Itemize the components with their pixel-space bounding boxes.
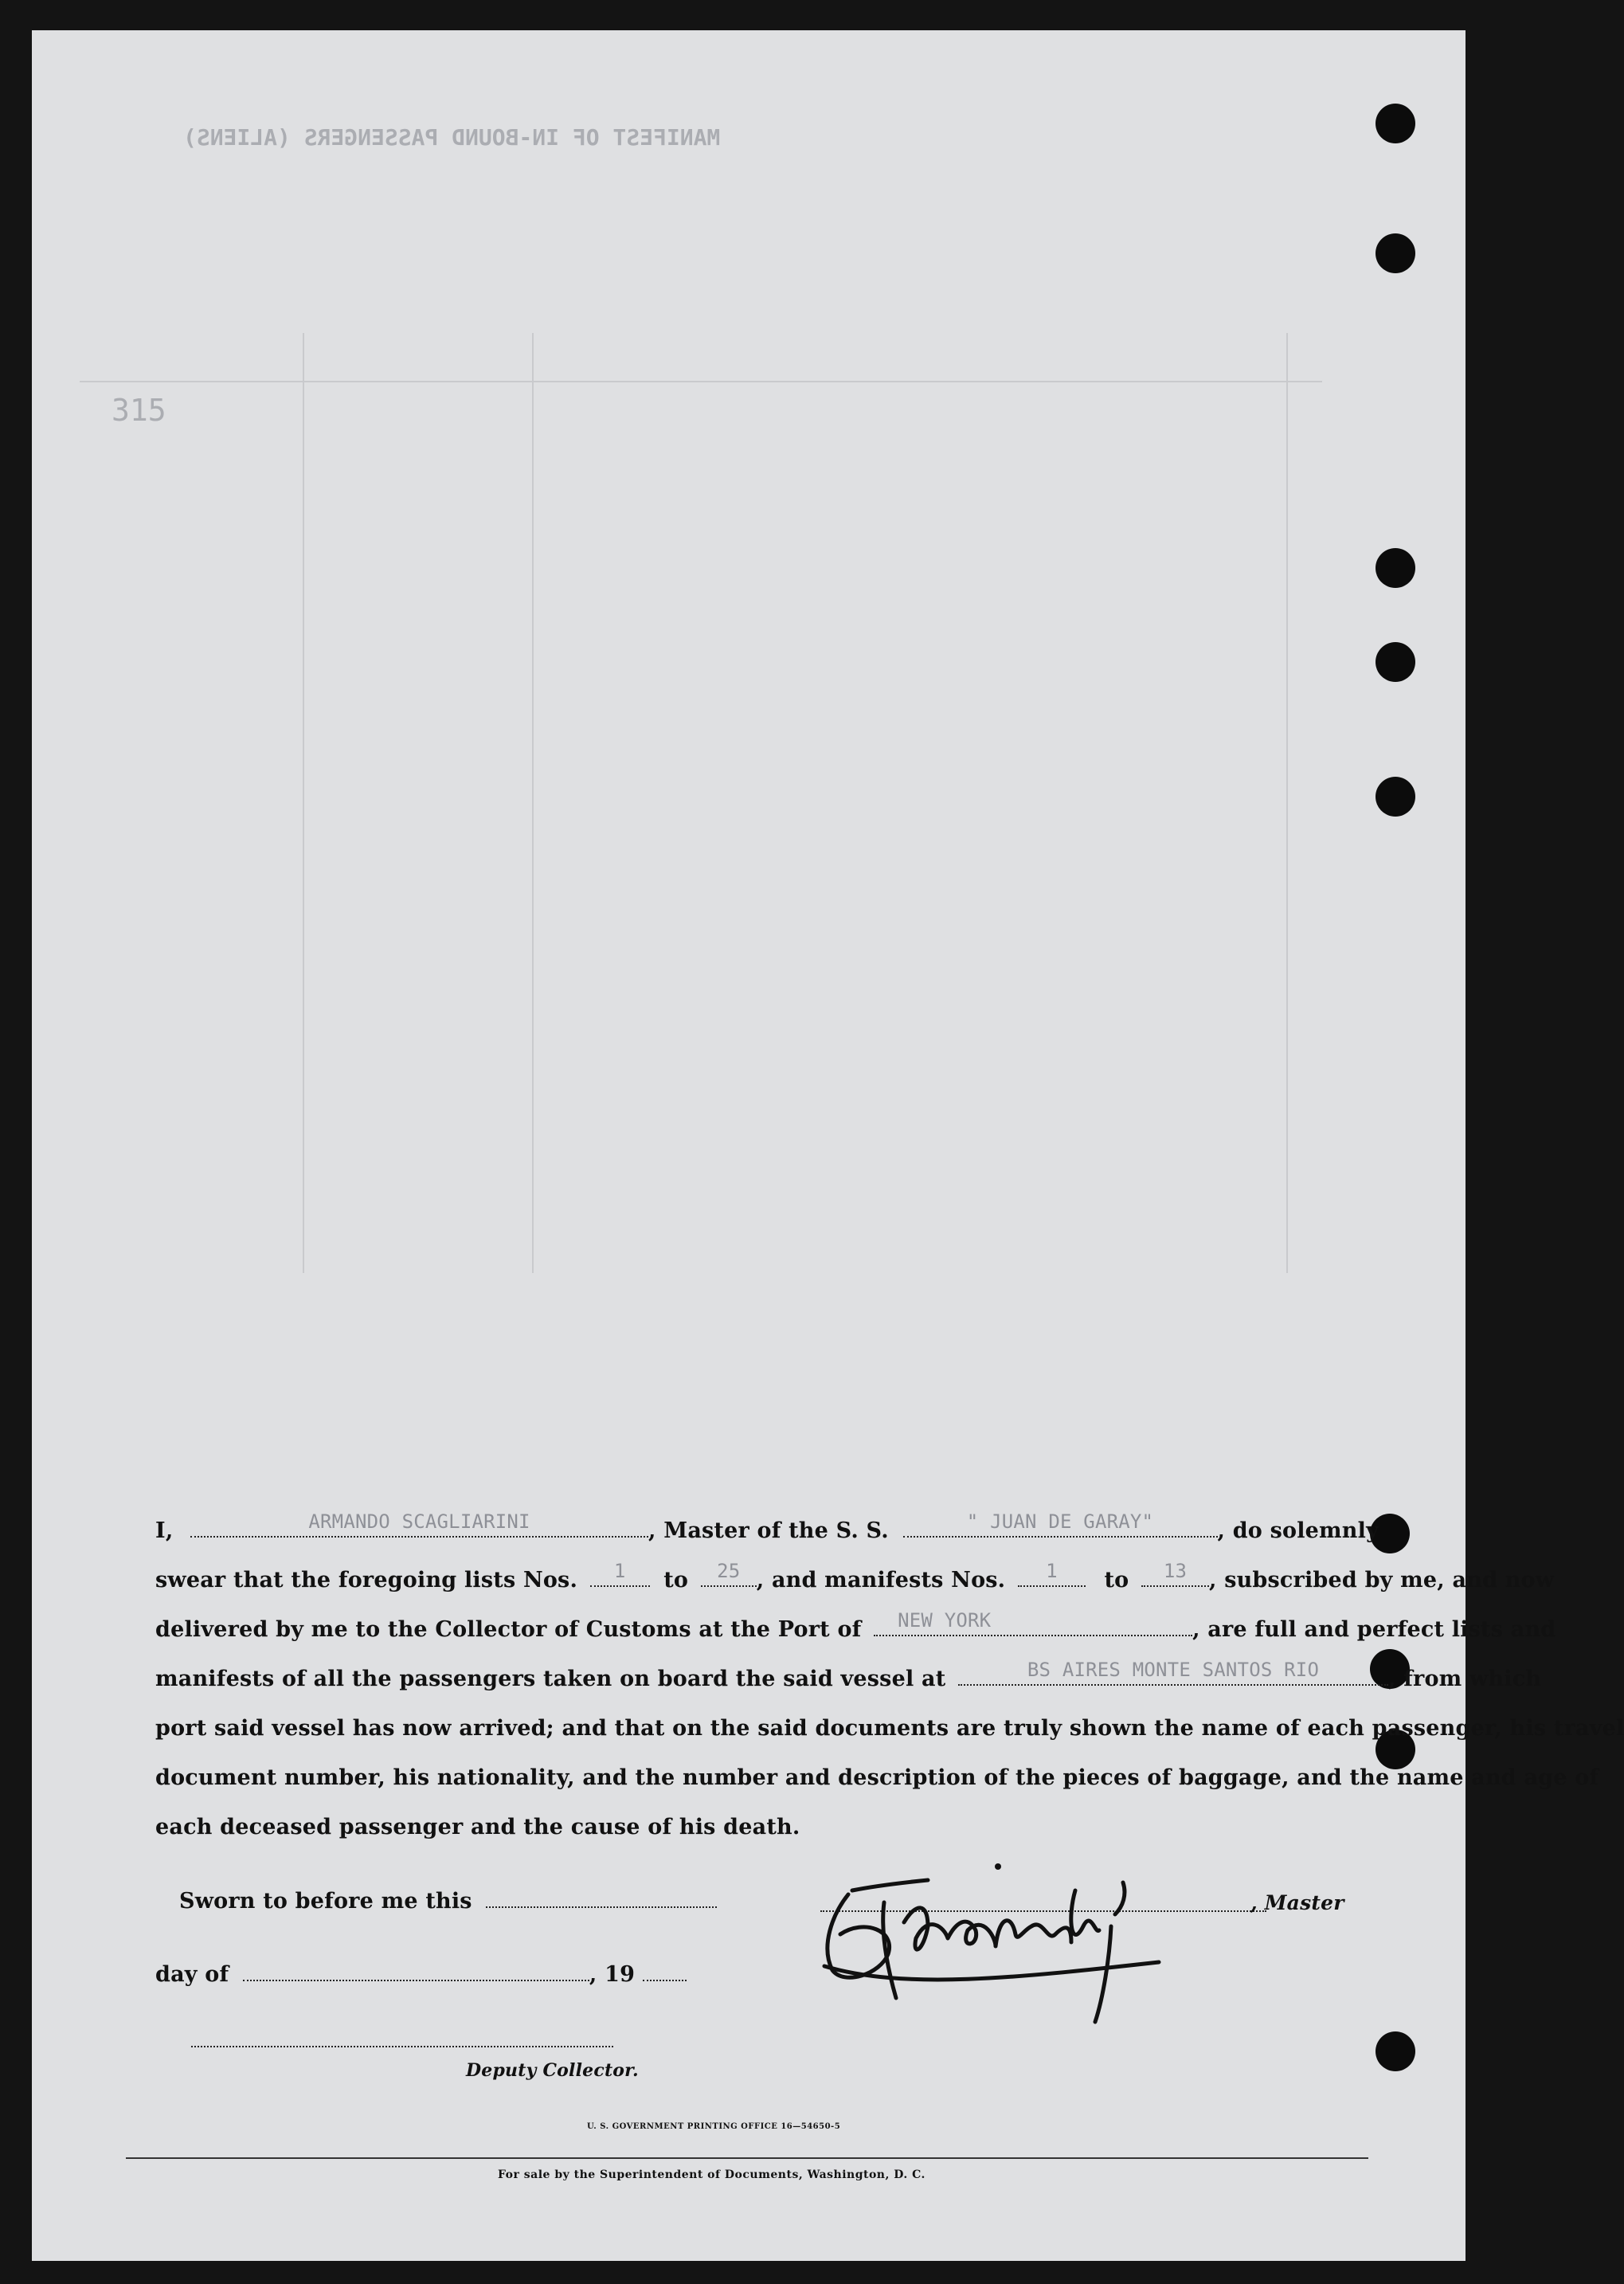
manifest-from-value: 1 [1046,1560,1058,1582]
manifest-from-field [1018,1560,1086,1587]
day-of-label: day of [155,1962,229,1987]
oath-line-5: port said vessel has now arrived; and that on the said documents are truly shown the name of each passenger, his travel [155,1716,1624,1741]
oath-line-7: each deceased passenger and the cause of his death. [155,1815,800,1839]
manifests-of-label: manifests of all the passengers taken on board the said vessel at [155,1667,946,1691]
oath-line-2 [155,1560,1555,1593]
vessel-value: " JUAN DE GARAY" [966,1510,1154,1533]
punch-hole [1376,642,1415,682]
list-from-field [590,1560,650,1587]
subscribed-label: , subscribed by me, and now [1209,1568,1555,1593]
bleed-through-page-number: 315 [112,393,166,428]
ghost-table-rule [1286,333,1288,1273]
oath-line-3 [155,1609,1556,1642]
to-label: to [1104,1568,1129,1593]
from-which-label: , from which [1388,1667,1542,1691]
punch-hole [1376,548,1415,588]
sworn-line [179,1889,717,1914]
bleed-through-title: MANIFEST OF IN-BOUND PASSENGERS (ALIENS) [183,124,721,151]
origin-value: BS AIRES MONTE SANTOS RIO [1027,1659,1320,1681]
year-prefix-label: , 19 [589,1962,636,1987]
punch-hole [1376,777,1415,817]
list-to-field [701,1560,757,1587]
master-of-ss-label: , Master of the S. S. [648,1518,889,1543]
manifest-to-value: 13 [1163,1560,1188,1582]
oath-i-label: I, [155,1518,174,1543]
sworn-label: Sworn to before me this [179,1889,472,1914]
punch-hole [1376,233,1415,273]
port-field [874,1609,1192,1636]
origin-field [958,1659,1388,1686]
year-field [643,1962,687,1981]
delivered-label: delivered by me to the Collector of Customs at the Port of [155,1617,862,1642]
for-sale-note: For sale by the Superintendent of Documents, Washington, D. C. [498,2168,925,2181]
swear-lists-label: swear that the foregoing lists Nos. [155,1568,578,1593]
master-label: , Master [1250,1891,1344,1914]
deputy-collector-label: Deputy Collector. [466,2060,639,2081]
footer-rule [126,2157,1368,2159]
master-name-value: ARMANDO SCAGLIARINI [308,1510,530,1533]
do-solemnly-label: , do solemnly [1217,1518,1379,1543]
oath-line-1 [155,1510,1379,1543]
manifest-to-field [1141,1560,1209,1587]
ghost-table-rule [80,381,1322,382]
deputy-signature-field [191,2028,613,2047]
day-of-line [155,1962,687,1987]
sworn-day-field [486,1889,717,1908]
document-page [32,30,1624,2261]
oath-line-6: document number, his nationality, and the number and description of the pieces of baggage, and the name and age of [155,1765,1599,1790]
ghost-table-rule [303,333,304,1273]
oath-line-4 [155,1659,1542,1691]
port-value: NEW YORK [898,1609,992,1632]
printing-office-imprint: U. S. GOVERNMENT PRINTING OFFICE 16—54650-5 [587,2122,841,2131]
ghost-table-rule [532,333,534,1273]
and-manifests-label: , and manifests Nos. [756,1568,1006,1593]
master-name-field [190,1510,648,1538]
vessel-field [903,1510,1218,1538]
master-signature [808,1839,1254,2030]
punch-hole [1376,104,1415,143]
list-from-value: 1 [613,1560,626,1582]
punch-hole [1376,2031,1415,2071]
list-to-value: 25 [717,1560,741,1582]
to-label: to [663,1568,689,1593]
day-of-field [243,1962,589,1981]
are-full-label: , are full and perfect lists and [1192,1617,1556,1642]
